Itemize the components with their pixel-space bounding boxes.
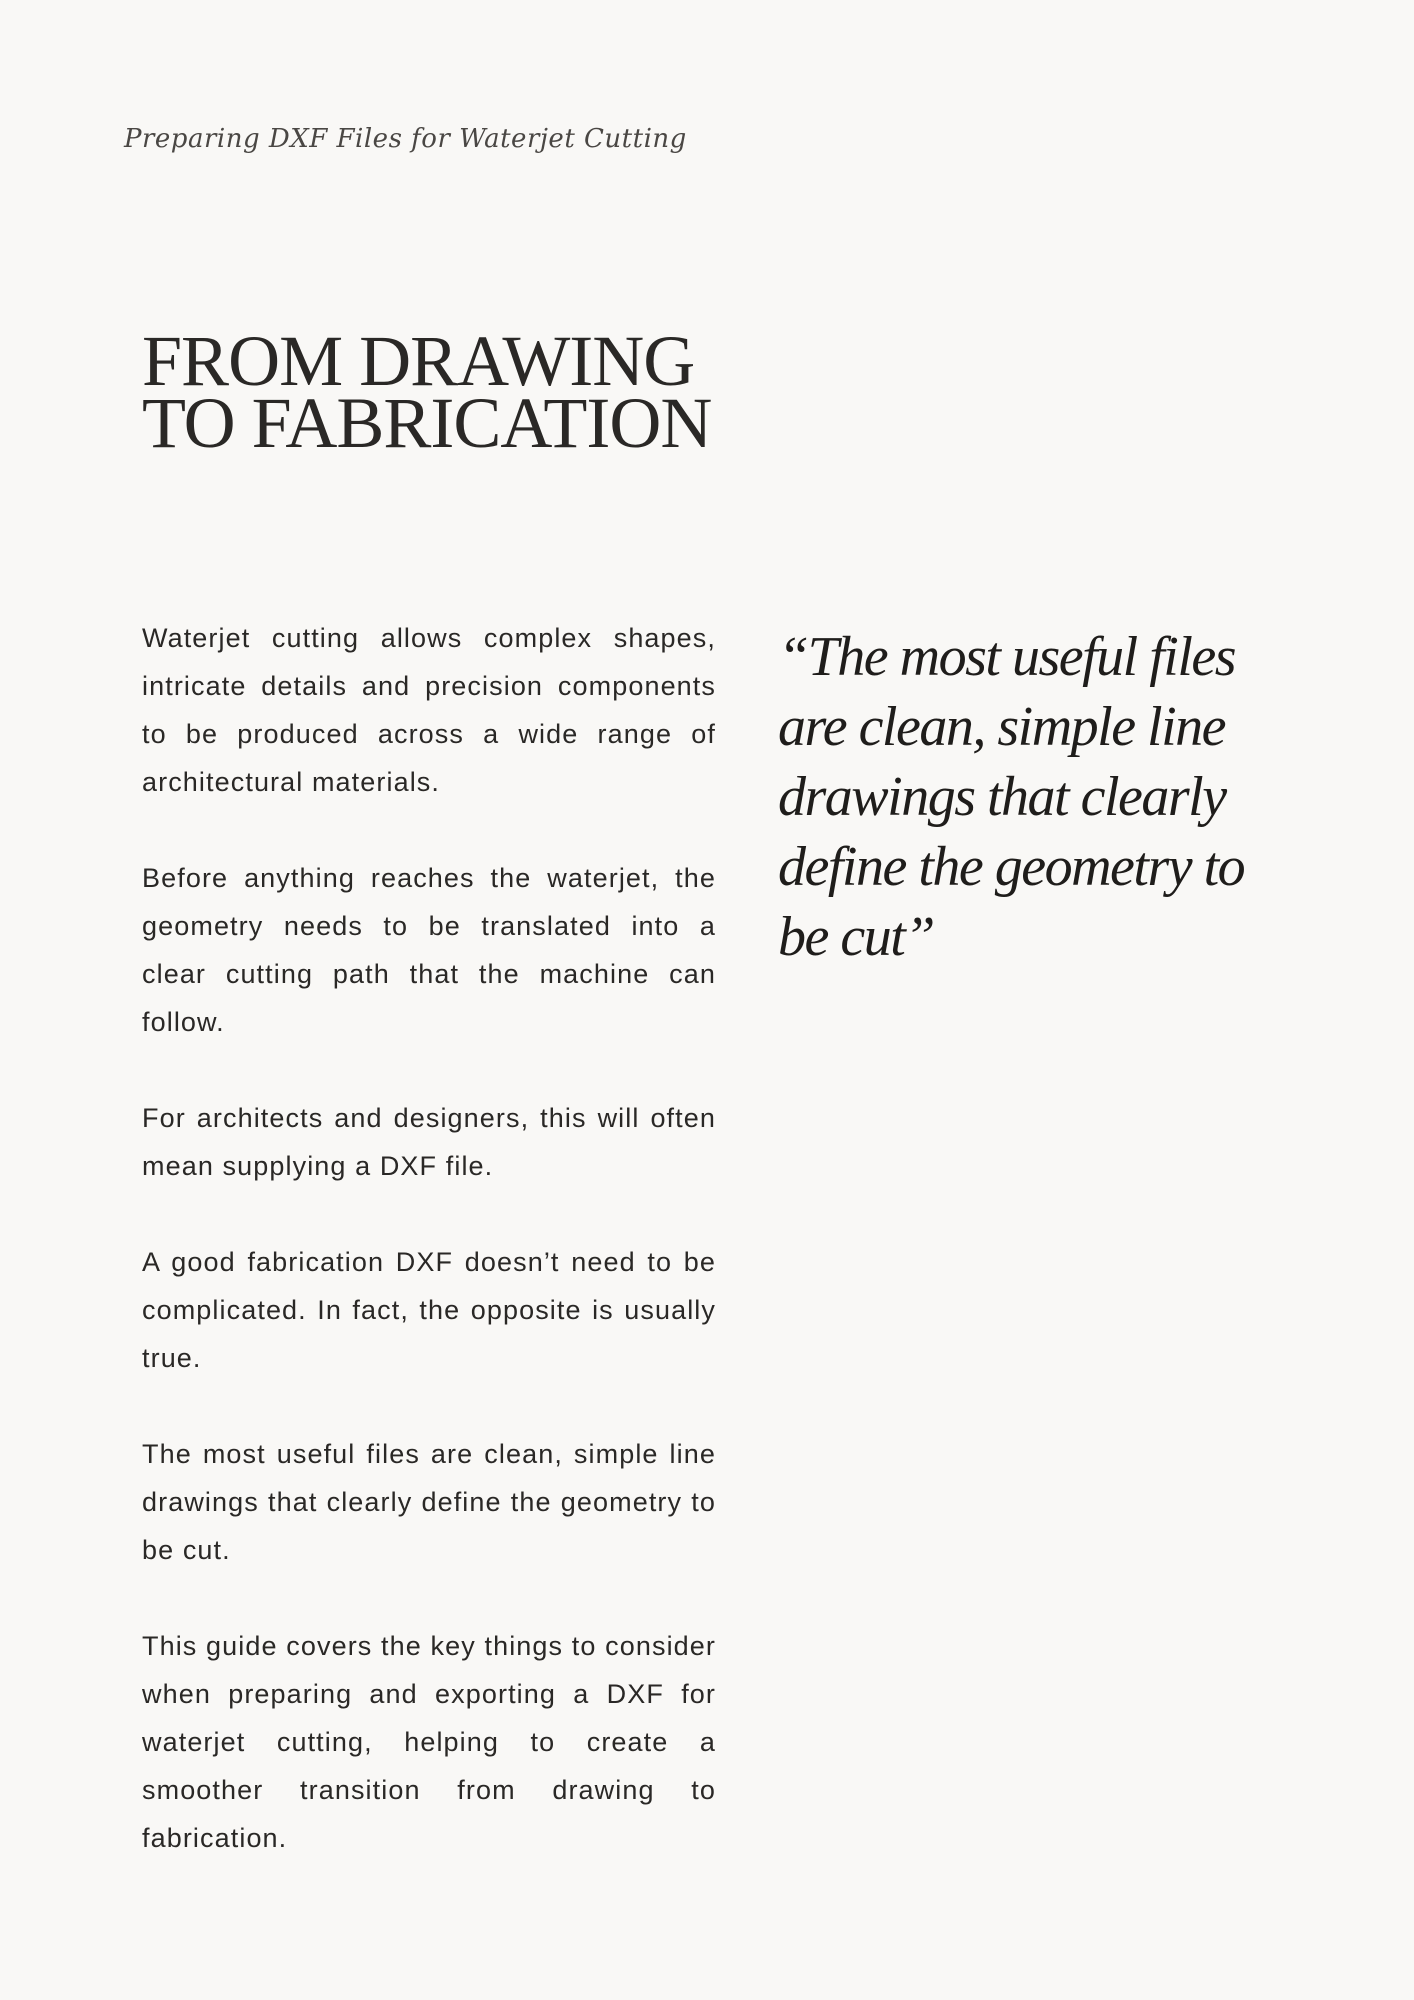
body-paragraph-6: This guide covers the key things to consider when preparing and exporting a DXF for waterjet cutting, helping to create a smoother transition from drawing to fabrication.	[142, 1631, 716, 1853]
running-header: Preparing DXF Files for Waterjet Cutting	[124, 124, 687, 154]
body-paragraph-4: A good fabrication DXF doesn’t need to be complicated. In fact, the opposite is usually true.	[142, 1247, 716, 1373]
body-paragraph-5: The most useful files are clean, simple line drawings that clearly define the geometry to be cut.	[142, 1439, 716, 1565]
body-paragraph-2: Before anything reaches the waterjet, the geometry needs to be translated into a clear cutting path that the machine can follow.	[142, 863, 716, 1037]
body-column	[142, 614, 716, 1910]
page-title-line-1: FROM DRAWING	[142, 321, 695, 401]
body-paragraph-3: For architects and designers, this will often mean supplying a DXF file.	[142, 1103, 716, 1181]
pull-quote: “The most useful files are clean, simple line drawings that clearly define the geometry to be cut”	[778, 626, 1245, 968]
page-title-line-2: TO FABRICATION	[142, 383, 712, 463]
page-title	[142, 321, 712, 463]
body-paragraph-1: Waterjet cutting allows complex shapes, intricate details and precision components to be produced across a wide range of architectural materials.	[142, 623, 716, 797]
